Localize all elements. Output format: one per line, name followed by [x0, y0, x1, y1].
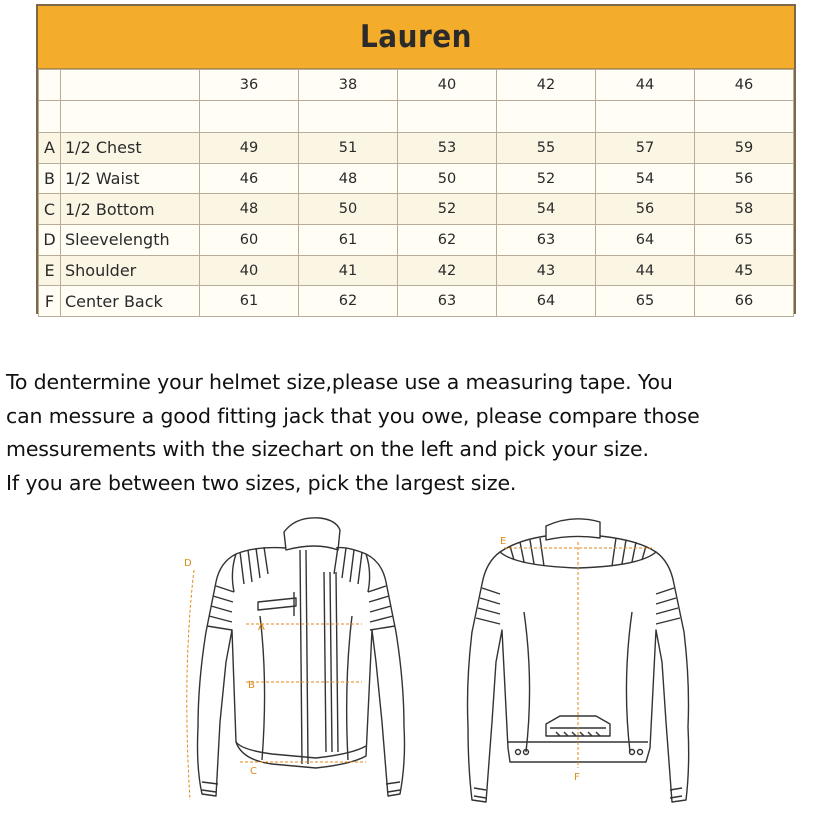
size-header: 46 [695, 70, 794, 101]
measure-value: 50 [398, 163, 497, 194]
measure-value: 44 [596, 255, 695, 286]
measure-value: 58 [695, 194, 794, 225]
measure-letter: E [39, 255, 61, 286]
measure-value: 63 [398, 286, 497, 317]
measure-label-b: B [248, 680, 255, 691]
jacket-front-diagram [176, 512, 416, 830]
measure-value: 62 [299, 286, 398, 317]
measure-value: 63 [497, 225, 596, 256]
measure-value: 57 [596, 133, 695, 164]
measure-label-a: A [258, 622, 265, 633]
size-header: 36 [200, 70, 299, 101]
size-chart [36, 4, 796, 314]
measure-value: 64 [497, 286, 596, 317]
measure-value: 51 [299, 133, 398, 164]
measure-value: 64 [596, 225, 695, 256]
measure-label: Sleevelength [61, 225, 200, 256]
measure-value: 43 [497, 255, 596, 286]
measure-value: 61 [200, 286, 299, 317]
table-row [39, 255, 794, 286]
measure-value: 48 [200, 194, 299, 225]
size-header: 44 [596, 70, 695, 101]
measure-value: 55 [497, 133, 596, 164]
table-row [39, 133, 794, 164]
measure-letter: A [39, 133, 61, 164]
size-header: 40 [398, 70, 497, 101]
measure-label: 1/2 Waist [61, 163, 200, 194]
measure-value: 61 [299, 225, 398, 256]
table-row [39, 194, 794, 225]
table-row [39, 163, 794, 194]
measure-label: Shoulder [61, 255, 200, 286]
size-header-row [39, 70, 794, 101]
measure-value: 45 [695, 255, 794, 286]
measure-label: 1/2 Bottom [61, 194, 200, 225]
header-letter-cell [39, 70, 61, 101]
measure-value: 50 [299, 194, 398, 225]
measure-value: 65 [695, 225, 794, 256]
measure-value: 41 [299, 255, 398, 286]
size-table [38, 69, 794, 317]
table-row [39, 225, 794, 256]
measure-letter: B [39, 163, 61, 194]
jacket-back-diagram [460, 512, 696, 830]
table-row [39, 286, 794, 317]
measure-value: 52 [398, 194, 497, 225]
measure-letter: D [39, 225, 61, 256]
measure-value: 65 [596, 286, 695, 317]
instruction-line: can messure a good fitting jack that you owe, please compare those [6, 403, 700, 428]
measure-label-e: E [500, 536, 507, 547]
measure-label-c: C [250, 766, 257, 777]
measure-value: 62 [398, 225, 497, 256]
measure-value: 66 [695, 286, 794, 317]
measure-value: 56 [695, 163, 794, 194]
measure-value: 46 [200, 163, 299, 194]
measure-value: 40 [200, 255, 299, 286]
measure-label-d: D [184, 558, 192, 569]
instruction-line: messurements with the sizechart on the left and pick your size. [6, 437, 649, 461]
instruction-line: To dentermine your helmet size,please use a measuring tape. You [6, 370, 673, 394]
measure-value: 42 [398, 255, 497, 286]
measure-letter: C [39, 194, 61, 225]
chart-title: Lauren [38, 6, 794, 69]
header-label-cell [61, 70, 200, 101]
size-header: 42 [497, 70, 596, 101]
instruction-line: If you are between two sizes, pick the largest size. [6, 470, 517, 495]
measure-letter: F [39, 286, 61, 317]
measure-value: 48 [299, 163, 398, 194]
measure-value: 49 [200, 133, 299, 164]
size-header: 38 [299, 70, 398, 101]
measure-value: 54 [596, 163, 695, 194]
measure-value: 52 [497, 163, 596, 194]
measure-label: 1/2 Chest [61, 133, 200, 164]
measure-value: 56 [596, 194, 695, 225]
measure-label: Center Back [61, 286, 200, 317]
measure-value: 54 [497, 194, 596, 225]
sizing-instructions [6, 366, 828, 500]
blank-row [39, 101, 794, 133]
measure-value: 53 [398, 133, 497, 164]
measure-value: 59 [695, 133, 794, 164]
measure-value: 60 [200, 225, 299, 256]
measure-label-f: F [574, 772, 580, 783]
